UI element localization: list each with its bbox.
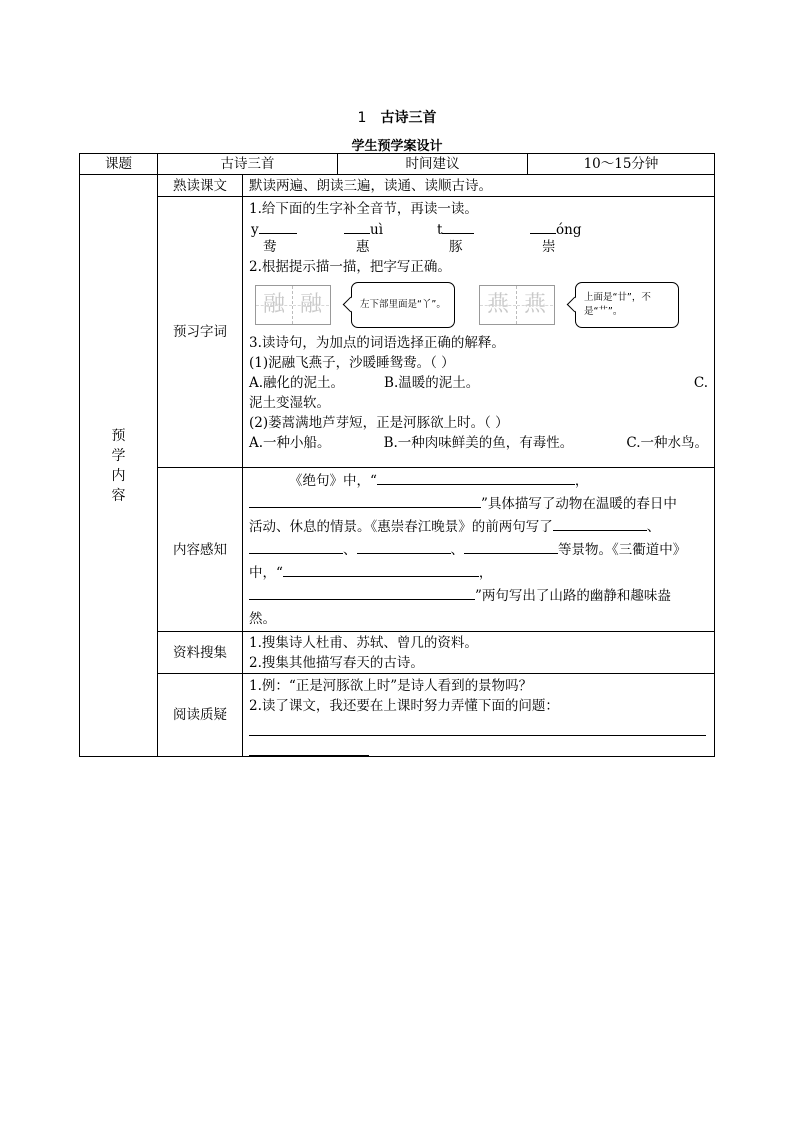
question-item: 2.读了课文，我还要在上课时努力弄懂下面的问题： <box>249 698 559 714</box>
question-content <box>243 674 715 757</box>
option-a[interactable]: A.融化的泥土。 <box>249 375 345 391</box>
char-2: 惠 <box>356 239 370 255</box>
answer-line[interactable] <box>249 716 706 736</box>
words-q3-1: (1)泥融飞燕子，沙暖睡鸳鸯。（ ） <box>249 355 455 371</box>
char-row <box>249 237 708 257</box>
hint-bubble-1: 左下部里面是“丫”。 <box>351 282 455 328</box>
char-1: 鸯 <box>263 239 277 255</box>
hint-bubble-2: 上面是“廿”，不是“艹”。 <box>575 282 679 328</box>
words-label: 预习字词 <box>158 197 243 468</box>
words-q2: 2.根据提示描一描，把字写正确。 <box>249 259 451 275</box>
option-b[interactable]: B.一种肉味鲜美的鱼，有毒性。 <box>383 435 574 451</box>
char-3: 豚 <box>449 239 463 255</box>
question-label: 阅读质疑 <box>158 674 243 757</box>
lesson-title <box>0 107 794 127</box>
option-b[interactable]: B.温暖的泥土。 <box>384 375 480 391</box>
pinyin-blank[interactable] <box>259 219 297 234</box>
reading-text: 默读两遍、朗读三遍，读通、读顺古诗。 <box>243 175 715 197</box>
trace-row <box>249 277 708 333</box>
topic-row <box>80 154 715 175</box>
research-content <box>243 632 715 674</box>
reading-label: 熟读课文 <box>158 175 243 197</box>
fill-blank[interactable] <box>283 562 479 577</box>
lesson-title-text: 古诗三首 <box>380 110 437 126</box>
pinyin-row: y uì t óng <box>249 219 708 237</box>
fill-blank[interactable] <box>249 585 475 600</box>
content-label: 内容感知 <box>158 468 243 632</box>
fill-blank[interactable] <box>553 516 647 531</box>
research-item: 1.搜集诗人杜甫、苏轼、曾几的资料。 <box>249 634 478 651</box>
words-q1: 1.给下面的生字补全音节，再读一读。 <box>249 201 478 217</box>
section-question-row <box>80 674 715 757</box>
q3-2-options <box>249 433 708 453</box>
q3-1-options <box>249 373 708 393</box>
pinyin-blank[interactable] <box>530 219 556 234</box>
section-research-row <box>80 632 715 674</box>
pinyin-blank[interactable] <box>442 219 474 234</box>
answer-line[interactable] <box>249 736 369 756</box>
preview-plan-table <box>79 153 715 757</box>
words-q3: 3.读诗句，为加点的词语选择正确的解释。 <box>249 335 505 351</box>
section-words-row <box>80 197 715 468</box>
fill-blank[interactable] <box>249 539 343 554</box>
pinyin-blank[interactable] <box>344 219 370 234</box>
fill-blank[interactable] <box>464 539 558 554</box>
topic-label: 课题 <box>80 154 158 175</box>
option-c[interactable]: C.一种水鸟。 <box>626 435 708 451</box>
trace-grid-2[interactable]: 燕 燕 <box>479 285 555 325</box>
option-a[interactable]: A.一种小船。 <box>249 435 331 451</box>
option-c[interactable]: C. <box>693 375 708 391</box>
trace-grid-1[interactable]: 融 融 <box>255 285 331 325</box>
research-item: 2.搜集其他描写春天的古诗。 <box>249 654 424 671</box>
page-subtitle: 学生预学案设计 <box>351 139 443 154</box>
fill-blank[interactable] <box>377 470 575 485</box>
research-label: 资料搜集 <box>158 632 243 674</box>
fill-blank[interactable] <box>249 493 481 508</box>
section-content-row <box>80 468 715 632</box>
time-value: 10～15分钟 <box>528 154 715 175</box>
lesson-number: 1 <box>357 110 367 126</box>
topic-value: 古诗三首 <box>158 154 338 175</box>
q3-1-option-c-wrap: 泥土变湿软。 <box>249 395 330 411</box>
question-item: 1.例：“正是河豚欲上时”是诗人看到的景物吗？ <box>249 678 533 694</box>
side-label: 预 学 内 容 <box>80 175 158 757</box>
words-content <box>243 197 715 468</box>
section-reading-row <box>80 175 715 197</box>
words-q3-2: (2)蒌蒿满地芦芽短，正是河豚欲上时。（ ） <box>249 415 509 431</box>
char-4: 崇 <box>542 239 556 255</box>
fill-blank[interactable] <box>357 539 451 554</box>
content-text: 《绝句》中，“ ， ”具体描写了动物在温暖的春日中 活动、休息的情景。《惠崇春江晚景》的前两句写了 、 、 、 等景物。《三衢道中》 中，“ ， ”两句写出了山路的幽静和趣味盎 然。 <box>243 468 715 632</box>
time-label: 时间建议 <box>338 154 528 175</box>
